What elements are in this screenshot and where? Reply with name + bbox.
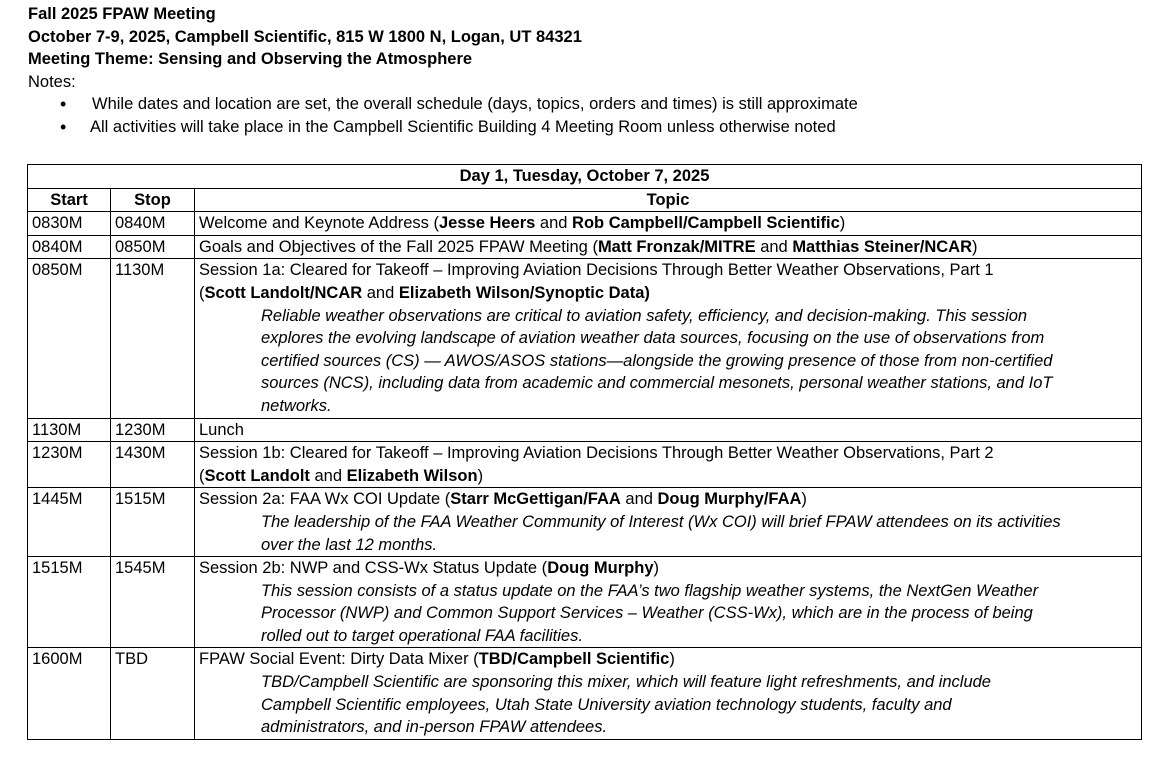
topic-text: ) bbox=[653, 559, 660, 578]
topic-text: Welcome and Keynote Address ( bbox=[199, 214, 439, 233]
agenda-table bbox=[27, 164, 1142, 740]
topic-text: and bbox=[620, 490, 658, 509]
topic-text: and bbox=[535, 214, 573, 233]
column-header-topic: Topic bbox=[195, 188, 1142, 212]
topic-line bbox=[199, 648, 1137, 671]
table-row bbox=[28, 648, 1142, 739]
table-row bbox=[28, 557, 1142, 648]
speaker-name: Matthias Steiner/NCAR bbox=[792, 237, 973, 256]
topic-cell bbox=[195, 648, 1142, 739]
notes-list bbox=[28, 93, 1148, 138]
stop-time: 1230M bbox=[111, 418, 195, 442]
topic-text: and bbox=[755, 237, 793, 256]
stop-time: 1515M bbox=[111, 488, 195, 557]
topic-cell bbox=[195, 259, 1142, 418]
description-line: This session consists of a status update on the FAA’s two flagship weather systems, the NextGen Weather bbox=[261, 581, 1039, 600]
session-title: Session 1a: Cleared for Takeoff – Improving Aviation Decisions Through Better Weather Observations, Part 1 bbox=[199, 261, 994, 280]
speaker-name: Elizabeth Wilson bbox=[346, 466, 478, 485]
stop-time: TBD bbox=[111, 648, 195, 739]
speaker-name: Doug Murphy bbox=[547, 559, 654, 578]
speaker-name: Starr McGettigan/FAA bbox=[450, 490, 621, 509]
stop-time: 1430M bbox=[111, 442, 195, 488]
speaker-name: Matt Fronzak/MITRE bbox=[597, 237, 756, 256]
meeting-title: Fall 2025 FPAW Meeting bbox=[28, 5, 216, 23]
topic-cell bbox=[195, 557, 1142, 648]
table-row bbox=[28, 259, 1142, 418]
topic-text: ) bbox=[801, 490, 807, 509]
meeting-dates-location: October 7-9, 2025, Campbell Scientific, 815 W 1800 N, Logan, UT 84321 bbox=[28, 27, 582, 46]
start-time: 1130M bbox=[28, 418, 111, 442]
topic-line bbox=[199, 236, 1137, 259]
document-header bbox=[28, 3, 1148, 139]
stop-time: 1130M bbox=[111, 259, 195, 418]
topic-cell bbox=[195, 212, 1142, 236]
session-title: Session 1b: Cleared for Takeoff – Improving Aviation Decisions Through Better Weather Observations, Part 2 bbox=[199, 444, 994, 463]
start-time: 0840M bbox=[28, 235, 111, 259]
description-line: Reliable weather observations are critical to aviation safety, efficiency, and decision-making. This session bbox=[261, 306, 1028, 325]
speaker-name: Rob Campbell/Campbell Scientific bbox=[572, 214, 840, 233]
meeting-theme: Meeting Theme: Sensing and Observing the Atmosphere bbox=[28, 50, 473, 69]
table-row bbox=[28, 235, 1142, 259]
start-time: 0850M bbox=[28, 259, 111, 418]
topic-line bbox=[199, 282, 1137, 305]
speaker-name: TBD/Campbell Scientific bbox=[478, 650, 670, 669]
session-description bbox=[199, 305, 1137, 418]
description-line: over the last 12 months. bbox=[261, 535, 438, 554]
start-time: 1230M bbox=[28, 442, 111, 488]
topic-text: ) bbox=[477, 466, 484, 485]
speaker-name: Jesse Heers bbox=[439, 214, 536, 233]
table-row bbox=[28, 212, 1142, 236]
start-time: 1600M bbox=[28, 648, 111, 739]
description-line: TBD/Campbell Scientific are sponsoring this mixer, which will feature light refreshments, and include bbox=[261, 673, 991, 692]
speaker-name: Scott Landolt bbox=[204, 466, 310, 485]
stop-time: 0850M bbox=[111, 235, 195, 259]
column-header-start: Start bbox=[28, 188, 111, 212]
start-time: 1515M bbox=[28, 557, 111, 648]
topic-line bbox=[199, 465, 1137, 488]
description-line: networks. bbox=[261, 396, 332, 415]
topic-text: ) bbox=[972, 237, 978, 256]
description-line: Campbell Scientific employees, Utah State University aviation technology students, faculty and bbox=[261, 695, 952, 714]
description-line: administrators, and in-person FPAW attendees. bbox=[261, 718, 608, 737]
topic-text: ) bbox=[669, 650, 675, 669]
topic-text: Goals and Objectives of the Fall 2025 FPAW Meeting ( bbox=[199, 237, 598, 256]
note-item: • All activities will take place in the Campbell Scientific Building 4 Meeting Room unless otherwise noted bbox=[28, 116, 1148, 139]
notes-label: Notes: bbox=[28, 72, 76, 91]
table-row bbox=[28, 418, 1142, 442]
topic-text: and bbox=[362, 283, 399, 302]
topic-cell: Lunch bbox=[195, 418, 1142, 442]
day-heading: Day 1, Tuesday, October 7, 2025 bbox=[28, 165, 1142, 189]
stop-time: 0840M bbox=[111, 212, 195, 236]
day-heading-row bbox=[28, 165, 1142, 189]
session-description bbox=[199, 511, 1137, 556]
stop-time: 1545M bbox=[111, 557, 195, 648]
topic-text: FPAW Social Event: Dirty Data Mixer ( bbox=[199, 650, 479, 669]
description-line: certified sources (CS) — AWOS/ASOS stations—alongside the growing presence of those from non-certified bbox=[261, 351, 1053, 370]
speaker-name: Scott Landolt/NCAR bbox=[204, 283, 363, 302]
session-description bbox=[199, 580, 1137, 648]
topic-cell bbox=[195, 488, 1142, 557]
start-time: 1445M bbox=[28, 488, 111, 557]
topic-text: Session 2a: FAA Wx COI Update ( bbox=[199, 490, 451, 509]
topic-text: and bbox=[309, 466, 347, 485]
description-line: sources (NCS), including data from academic and commercial mesonets, personal weather stations, and IoT bbox=[261, 374, 1053, 393]
topic-line bbox=[199, 488, 1137, 511]
start-time: 0830M bbox=[28, 212, 111, 236]
description-line: The leadership of the FAA Weather Community of Interest (Wx COI) will brief FPAW attendees on its activities bbox=[261, 512, 1061, 531]
description-line: Processor (NWP) and Common Support Services – Weather (CSS-Wx), which are in the process of being bbox=[261, 604, 1033, 623]
description-line: explores the evolving landscape of aviation weather data sources, focusing on the use of observations from bbox=[261, 329, 1045, 348]
topic-text: ) bbox=[839, 214, 846, 233]
topic-line bbox=[199, 557, 1137, 580]
topic-text: ( bbox=[199, 283, 205, 302]
speaker-name: Elizabeth Wilson/Synoptic Data) bbox=[398, 283, 650, 302]
table-row bbox=[28, 442, 1142, 488]
session-description bbox=[199, 671, 1137, 739]
note-item: • While dates and location are set, the overall schedule (days, topics, orders and times) is still approximate bbox=[28, 93, 1148, 116]
column-header-stop: Stop bbox=[111, 188, 195, 212]
table-row bbox=[28, 488, 1142, 557]
speaker-name: Doug Murphy/FAA bbox=[657, 490, 802, 509]
description-line: rolled out to target operational FAA facilities. bbox=[261, 626, 583, 645]
topic-cell bbox=[195, 235, 1142, 259]
topic-text: Session 2b: NWP and CSS-Wx Status Update ( bbox=[199, 559, 548, 578]
topic-text: ( bbox=[199, 466, 205, 485]
topic-line bbox=[199, 212, 1137, 235]
topic-cell bbox=[195, 442, 1142, 488]
column-header-row bbox=[28, 188, 1142, 212]
